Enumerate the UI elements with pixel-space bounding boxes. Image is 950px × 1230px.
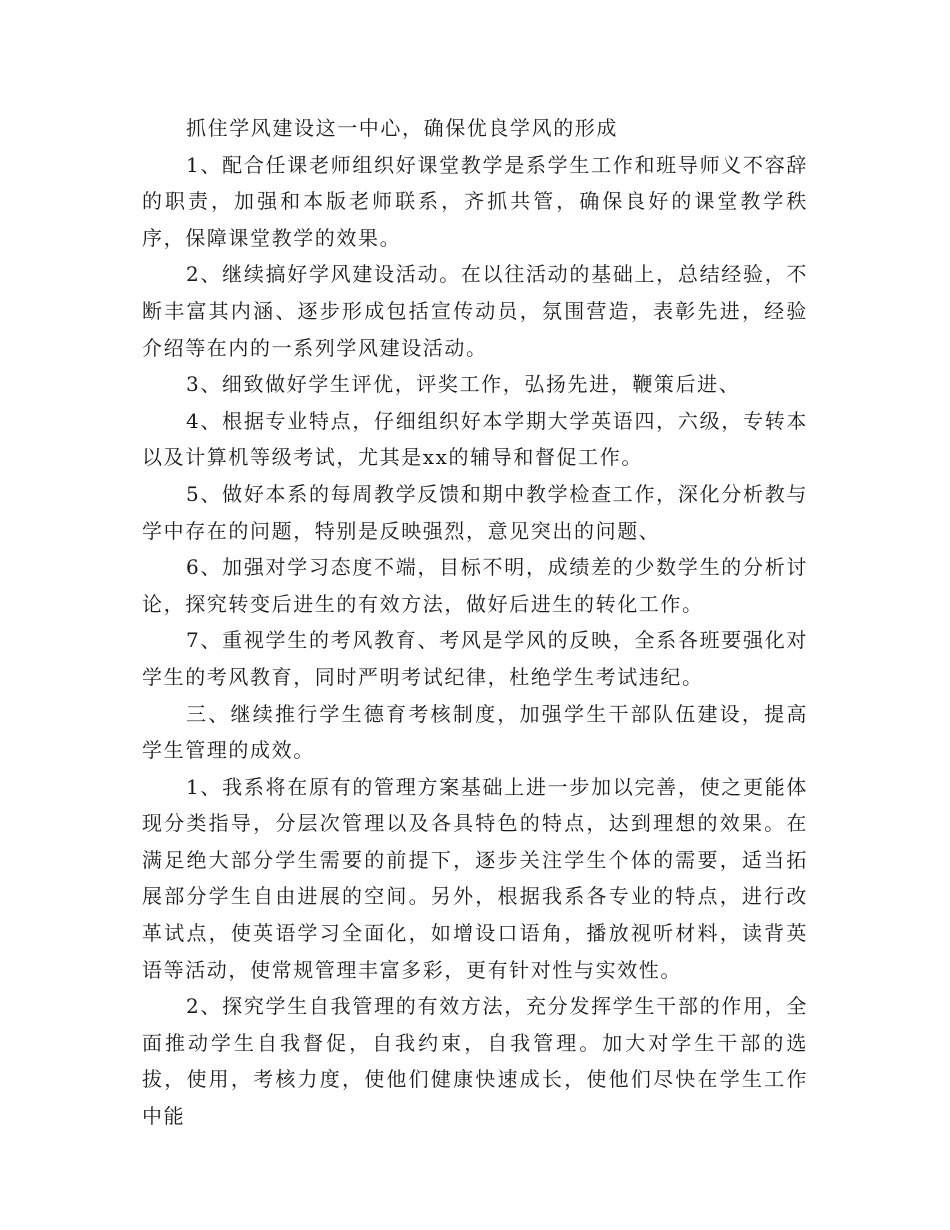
section-heading-three: 三、继续推行学生德育考核制度，加强学生干部队伍建设，提高学生管理的成效。 xyxy=(142,701,808,763)
paragraph-item-6: 6、加强对学习态度不端，目标不明，成绩差的少数学生的分析讨论，探究转变后进生的有效方法，做好后进生的转化工作。 xyxy=(142,555,808,616)
paragraph-item-3: 3、细致做好学生评优，评奖工作，弘扬先进，鞭策后进、 xyxy=(186,372,741,397)
paragraph-item-2: 2、继续搞好学风建设活动。在以往活动的基础上，总结经验，不断丰富其内涵、逐步形成包括宣传动员，氛围营造，表彰先进，经验介绍等在内的一系列学风建设活动。 xyxy=(142,262,808,360)
section-heading-study-style: 抓住学风建设这一中心，确保优良学风的形成 xyxy=(186,116,618,140)
paragraph-item-4: 4、根据专业特点，仔细组织好本学期大学英语四，六级，专转本以及计算机等级考试，尤其是xx的辅导和督促工作。 xyxy=(142,408,808,470)
paragraph-item-1-section-three: 1、我系将在原有的管理方案基础上进一步加以完善，使之更能体现分类指导，分层次管理以及各具特色的特点，达到理想的效果。在满足绝大部分学生需要的前提下，逐步关注学生个体的需要，适当拓展部分学生自由进展的空间。另外，根据我系各专业的特点，进行改革试点，使英语学习全面化，如增设口语角，播放视听材料，读背英语等活动，使常规管理丰富多彩，更有针对性与实效性。 xyxy=(142,774,808,982)
paragraph-item-1: 1、配合任课老师组织好课堂教学是系学生工作和班导师义不容辞的职责，加强和本版老师联系，齐抓共管，确保良好的课堂教学秩序，保障课堂教学的效果。 xyxy=(142,152,808,250)
paragraph-item-2-section-three: 2、探究学生自我管理的有效方法，充分发挥学生干部的作用，全面推动学生自我督促，自我约束，自我管理。加大对学生干部的选拔，使用，考核力度，使他们健康快速成长，使他们尽快在学生工作中能 xyxy=(142,994,808,1129)
paragraph-item-7: 7、重视学生的考风教育、考风是学风的反映，全系各班要强化对学生的考风教育，同时严明考试纪律，杜绝学生考试违纪。 xyxy=(142,628,808,689)
document-body xyxy=(142,110,808,1135)
paragraph-item-5: 5、做好本系的每周教学反馈和期中教学检查工作，深化分析教与学中存在的问题，特别是反映强烈，意见突出的问题、 xyxy=(142,481,808,543)
